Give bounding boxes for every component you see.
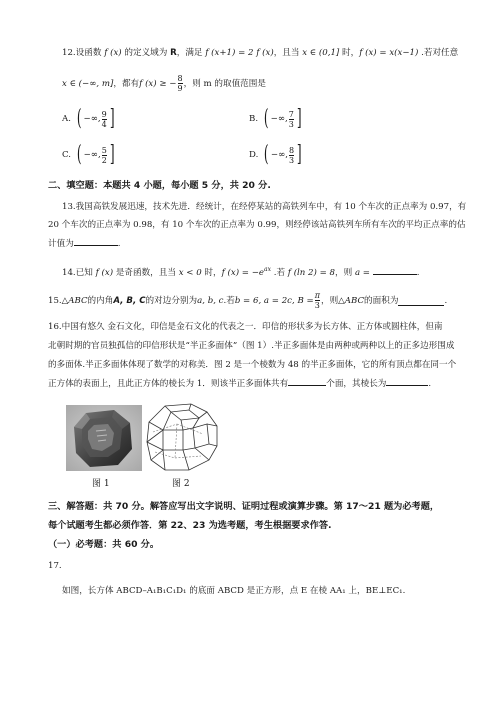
q14-equation: f (x) = −e — [221, 267, 265, 278]
q12-real-set: R — [170, 48, 177, 58]
q15-text: ，则 — [320, 295, 339, 306]
q14-text: 14.已知 — [62, 267, 96, 278]
paren-right: ] — [297, 142, 302, 167]
option-fraction — [102, 110, 107, 129]
q16-line2: 北朝时期的官员独孤信的印信形状是“半正多面体”（图 1）.半正多面体是由两种或两种以上的正多边形围成 — [48, 341, 455, 351]
q12-text: ，且当 — [273, 48, 303, 58]
q14-text: .若 — [270, 267, 288, 278]
frac-num: 7 — [288, 109, 294, 119]
q16-text: . — [428, 379, 432, 389]
q15-triangle: △ABC — [61, 295, 88, 306]
frac-den: 3 — [289, 155, 295, 165]
q12-number: 12. — [62, 48, 76, 58]
q15-text: . — [444, 295, 448, 306]
paren-left: ( — [76, 142, 82, 167]
q12-fraction — [178, 74, 183, 93]
q12-interval: x ∈ (−∞, m] — [62, 78, 114, 89]
figure1-seal-photo — [66, 405, 142, 471]
q15-number: 15. — [48, 295, 62, 306]
paren-right: ] — [296, 106, 302, 131]
q15-text: 的对边分别为 — [145, 295, 198, 306]
option-interval: −∞, — [83, 150, 101, 160]
option-label: B. — [249, 114, 259, 124]
q12-fx: f (x) — [104, 48, 122, 58]
q12-text: .若对任意 — [418, 48, 459, 58]
q14-equation2: f (ln 2) = 8 — [287, 267, 336, 278]
q15-fraction — [315, 291, 320, 310]
figure2-polyhedron — [143, 402, 225, 474]
paren-left: ( — [263, 106, 269, 131]
option-fraction — [289, 110, 294, 129]
figure1-caption: 图 1 — [92, 479, 110, 489]
option-label: C. — [62, 150, 72, 160]
option-label: A. — [62, 114, 71, 124]
q14-text: 时， — [201, 267, 222, 278]
q15-text: 的内角 — [87, 295, 114, 306]
q12-definition: f (x) = x(x−1) — [359, 48, 419, 58]
q14-exponent: ax — [264, 266, 271, 273]
q14-text: . — [416, 267, 420, 278]
q13-text: . — [117, 239, 121, 249]
answer-blank[interactable] — [398, 295, 444, 306]
frac-num: 8 — [177, 74, 183, 83]
q12-text: ，则 m 的取值范围是 — [183, 78, 266, 89]
q16-line1: 16.中国有悠久 金石文化，印信是金石文化的代表之一．印信的形状多为长方体、正方体或圆柱体，但南 — [48, 322, 443, 332]
q12-recurrence: f (x+1) = 2 f (x) — [205, 48, 274, 58]
answer-blank[interactable] — [288, 385, 326, 386]
frac-den: 9 — [177, 84, 183, 93]
q17-number: 17. — [48, 561, 62, 571]
q14-fx: f (x) — [95, 267, 114, 278]
q12-line1 — [62, 47, 458, 59]
section3-line3: （一）必考题：共 60 分。 — [48, 539, 160, 550]
option-interval: −∞, — [270, 150, 289, 160]
q12-domain: x ∈ (0,1] — [302, 48, 340, 58]
section3-line2: 每个试题考生都必须作答．第 22、23 为选考题，考生根据要求作答. — [48, 520, 332, 531]
q12-text: 的定义域为 — [121, 48, 171, 58]
q13-line2: 20 个车次的正点率为 0.98，有 10 个车次的正点率为 0.99，则经停该站高铁列车所有车次的平均正点率的估 — [48, 220, 466, 230]
option-fraction — [289, 146, 294, 165]
q16-text: 正方体的表面上，且此正方体的棱长为 1．则该半正多面体共有 — [48, 379, 289, 389]
q12-line2 — [62, 74, 266, 93]
q15-condition: b = 6, a = 2c, B = — [234, 295, 314, 306]
q14-line — [62, 264, 419, 279]
q15-line — [48, 291, 447, 310]
frac-den: 2 — [101, 155, 107, 165]
figure2-caption: 图 2 — [172, 479, 190, 489]
polyhedron-diagram — [143, 402, 225, 474]
answer-blank[interactable] — [386, 385, 428, 386]
option-fraction — [102, 146, 107, 165]
section2-title: 二、填空题：本题共 4 小题，每小题 5 分，共 20 分. — [48, 180, 271, 191]
q16-line3: 的多面体.半正多面体体现了数学的对称美．图 2 是一个棱数为 48 的半正多面体，它的所有顶点都在同一个 — [48, 360, 457, 370]
q15-angles: A, B, C — [113, 295, 146, 306]
q14-variable: a — [354, 267, 361, 278]
paren-left: ( — [76, 106, 82, 131]
paren-right: ] — [109, 142, 115, 167]
option-interval: −∞, — [83, 114, 101, 124]
q17-text: 如图，长方体 ABCD–A₁B₁C₁D₁ 的底面 ABCD 是正方形，点 E 在棱 AA₁ 上，BE⊥EC₁. — [62, 586, 406, 596]
q12-text: ，都有 — [113, 78, 140, 89]
frac-den: 3 — [288, 119, 294, 129]
answer-blank[interactable] — [373, 274, 417, 275]
q14-text: ，则 — [335, 267, 355, 278]
q12-text: ，满足 — [176, 48, 206, 58]
q15-triangle: △ABC — [338, 295, 365, 306]
frac-num: π — [314, 291, 320, 300]
q12-text: 时， — [339, 48, 360, 58]
q15-sides: a, b, c — [197, 295, 224, 306]
frac-den: 3 — [314, 301, 320, 310]
q14-condition: x < 0 — [178, 267, 202, 278]
q12-option-c[interactable] — [62, 144, 116, 166]
q12-option-b[interactable] — [249, 108, 303, 130]
frac-num: 8 — [289, 145, 295, 155]
q14-text: = — [360, 267, 373, 278]
q12-inequality: f (x) ≥ − — [139, 78, 177, 89]
frac-num: 5 — [101, 145, 107, 155]
q13-text: 计值为 — [48, 239, 74, 249]
q12-option-d[interactable] — [249, 144, 304, 166]
q16-text: 个面，其棱长为 — [326, 379, 387, 389]
answer-blank[interactable] — [74, 245, 118, 246]
frac-den: 4 — [101, 119, 107, 129]
paren-right: ] — [109, 106, 115, 131]
q12-text: 设函数 — [75, 48, 105, 58]
q13-line3 — [48, 238, 121, 250]
q12-option-a[interactable] — [62, 108, 116, 130]
q14-text: 是奇函数，且当 — [113, 267, 179, 278]
frac-num: 9 — [101, 109, 107, 119]
seal-photo-image — [66, 405, 142, 471]
q15-text: 的面积为 — [364, 295, 399, 306]
option-label: D. — [249, 150, 259, 160]
q13-line1: 13.我国高铁发展迅速，技术先进．经统计，在经停某站的高铁列车中，有 10 个车次的正点率为 0.97，有 — [62, 202, 467, 212]
q15-text: .若 — [223, 295, 235, 306]
section3-line1: 三、解答题：共 70 分。解答应写出文字说明、证明过程或演算步骤。第 17～21 题为必考题， — [48, 501, 440, 512]
q16-line4 — [48, 378, 431, 390]
option-interval: −∞, — [270, 114, 288, 124]
paren-left: ( — [264, 142, 269, 167]
